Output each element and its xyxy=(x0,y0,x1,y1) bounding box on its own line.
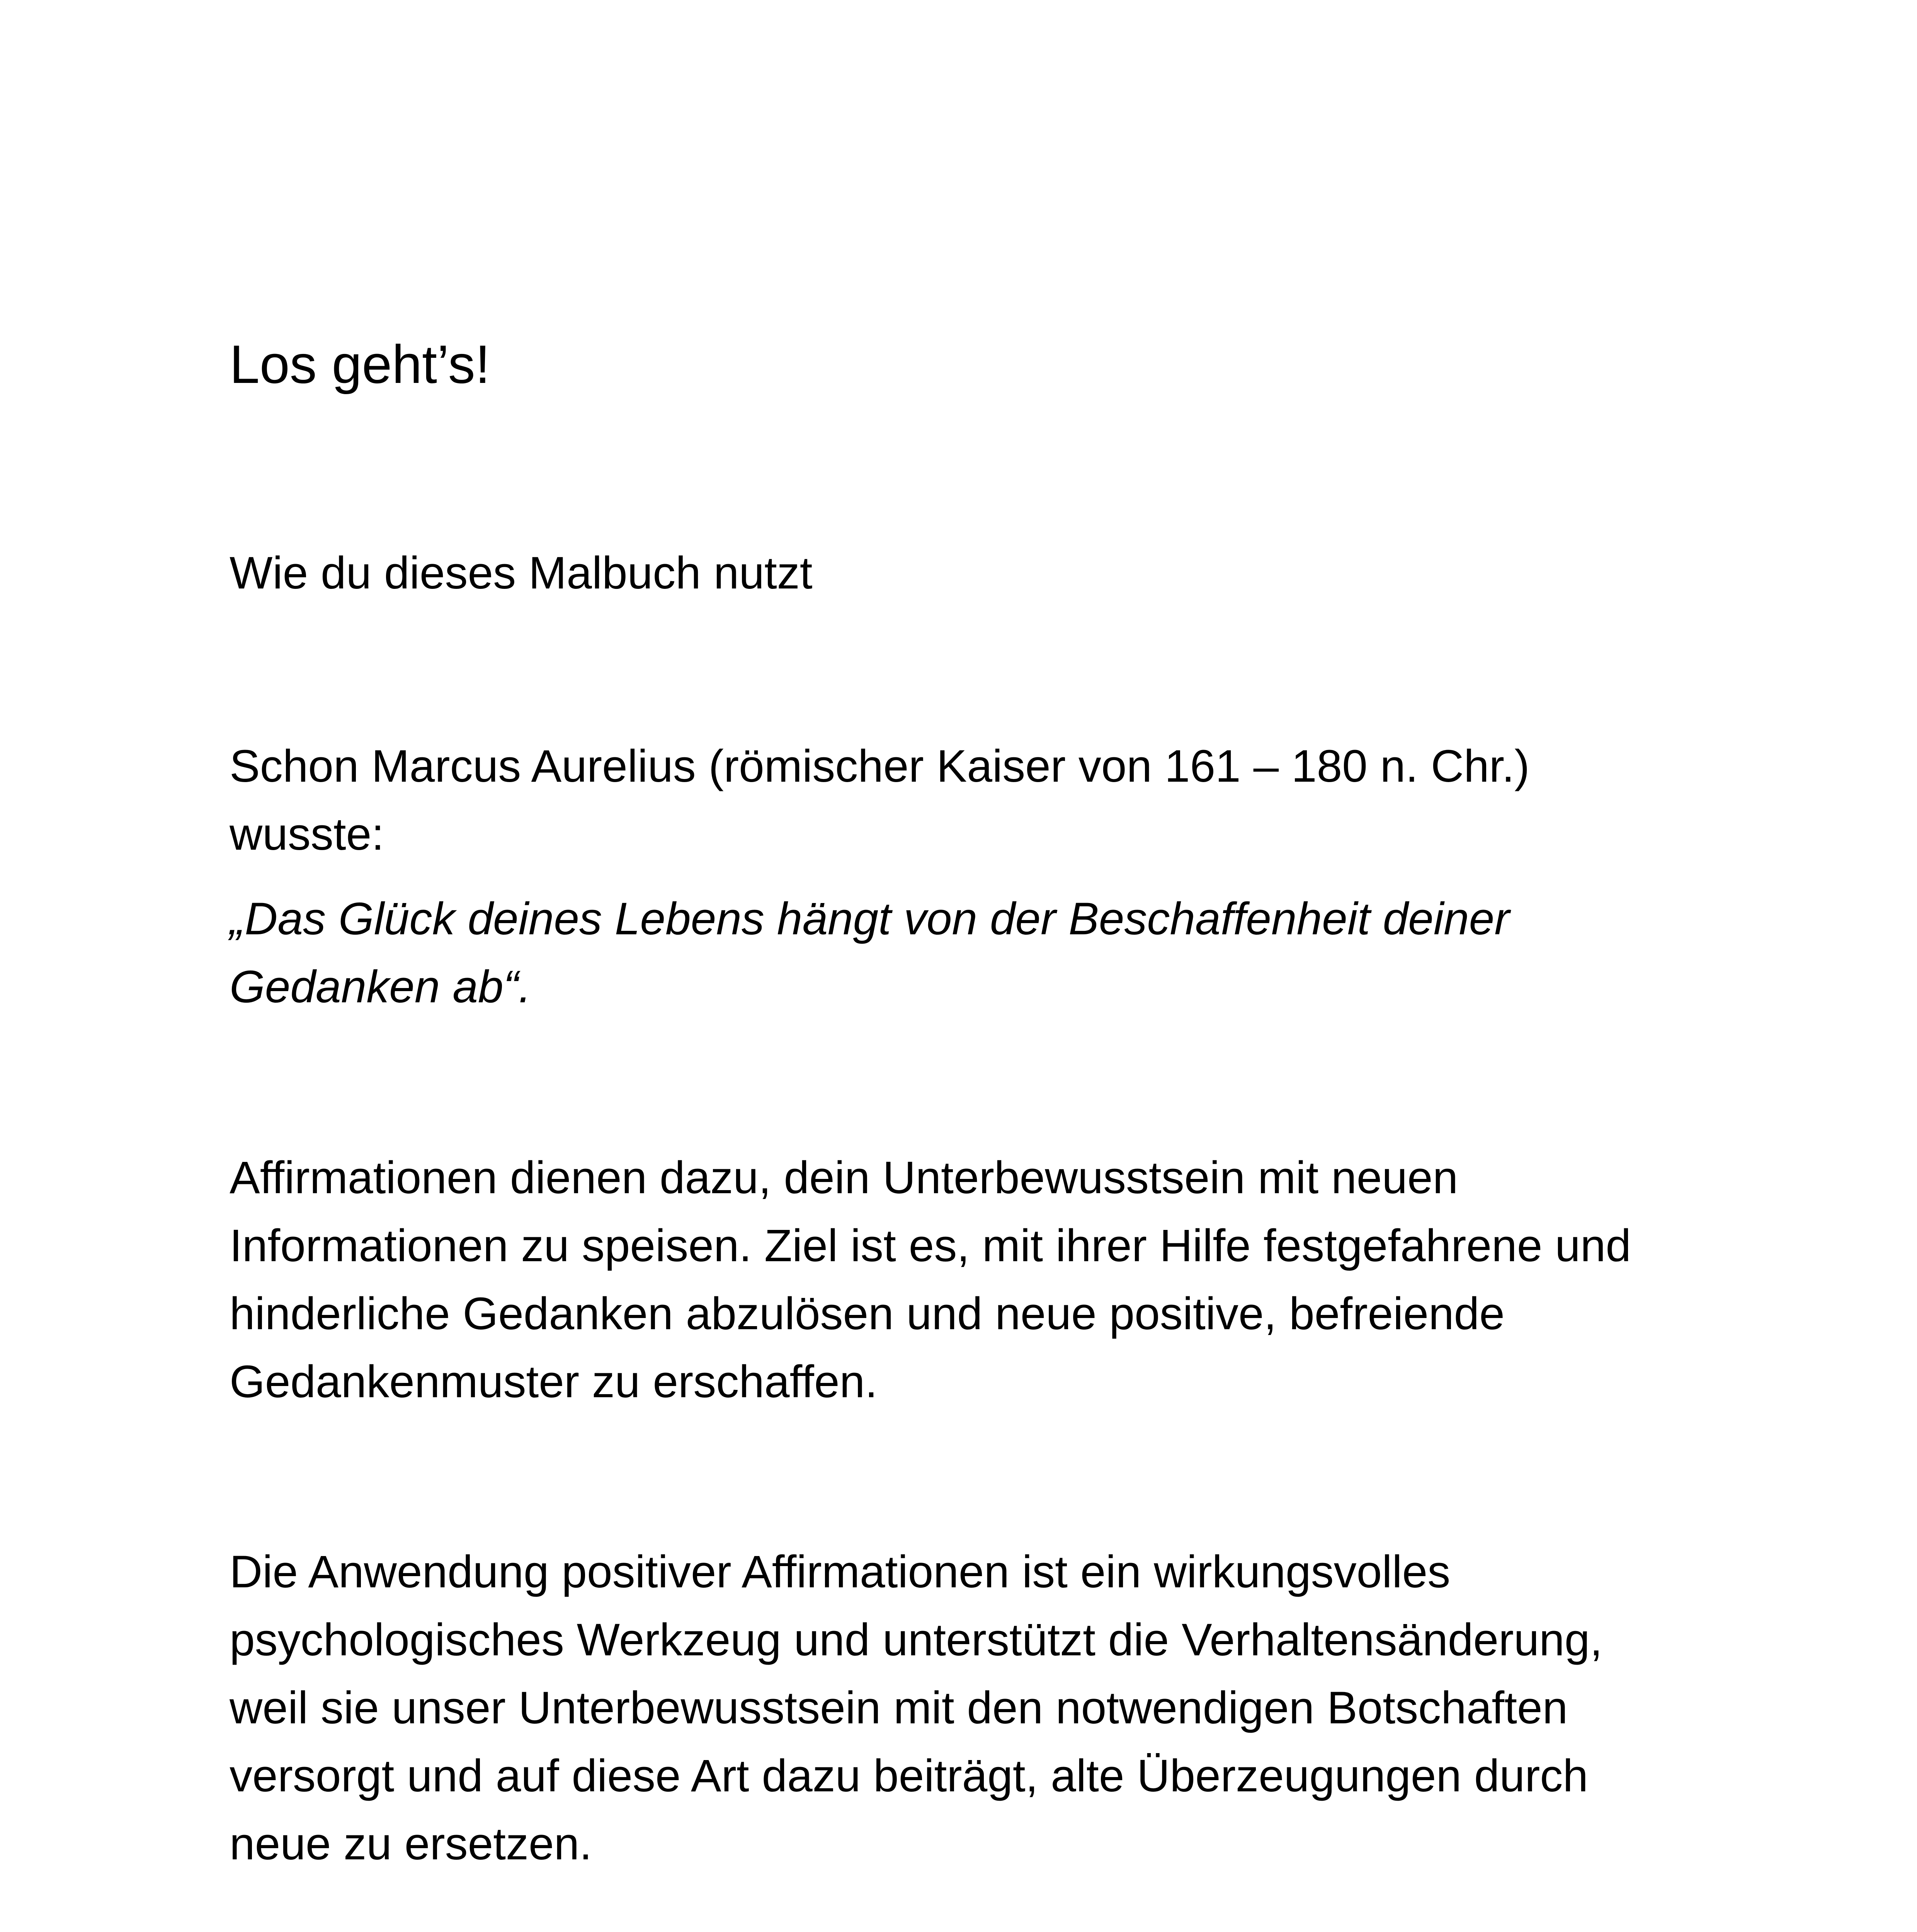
section-heading: Wie du dieses Malbuch nutzt xyxy=(230,548,813,599)
quote-paragraph: „Das Glück deines Lebens hängt von der Beschaffenheit deiner Gedanken ab“. xyxy=(230,893,1510,1012)
body-paragraph: Die Anwendung positiver Affirmationen ist ein wirkungsvolles psychologisches Werkzeug und unterstützt die Verhaltensänderung, weil sie unser Unterbewusstsein mit den notwendigen Botschaften versorgt und auf diese Art dazu beiträgt, alte Überzeugungen durch neue zu ersetzen. xyxy=(230,1546,1603,1869)
page-title: Los geht’s! xyxy=(230,334,490,395)
intro-paragraph: Schon Marcus Aurelius (römischer Kaiser von 161 – 180 n. Chr.) wusste: xyxy=(230,741,1530,860)
body-paragraph: Affirmationen dienen dazu, dein Unterbewusstsein mit neuen Informationen zu speisen. Ziel ist es, mit ihrer Hilfe festgefahrene und hinderliche Gedanken abzulösen und neue positive, befreiende Gedankenmuster zu erschaffen. xyxy=(230,1152,1631,1407)
